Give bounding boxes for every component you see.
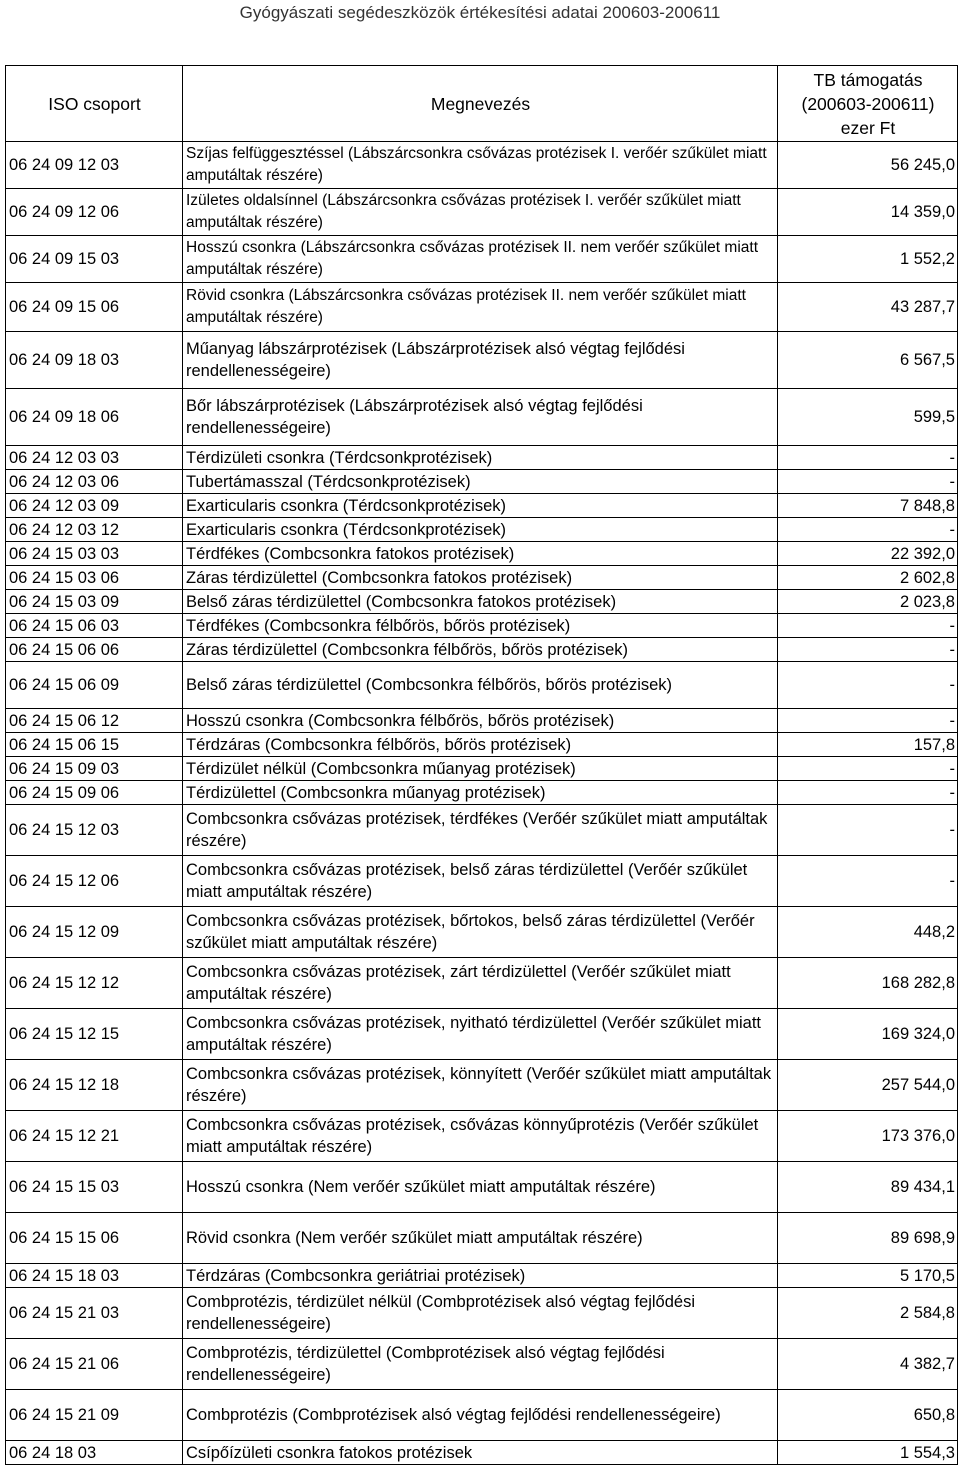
value-cell: - xyxy=(778,662,958,709)
table-row xyxy=(6,142,958,189)
iso-code-cell: 06 24 15 12 09 xyxy=(6,907,183,958)
table-header-row xyxy=(6,66,958,142)
iso-code-cell: 06 24 15 03 09 xyxy=(6,590,183,614)
value-cell: - xyxy=(778,446,958,470)
table-row xyxy=(6,542,958,566)
iso-code-cell: 06 24 15 21 03 xyxy=(6,1288,183,1339)
value-cell: 169 324,0 xyxy=(778,1009,958,1060)
value-cell: - xyxy=(778,805,958,856)
table-row xyxy=(6,470,958,494)
value-cell: 2 584,8 xyxy=(778,1288,958,1339)
table-row xyxy=(6,494,958,518)
value-cell: 2 602,8 xyxy=(778,566,958,590)
table-row xyxy=(6,389,958,446)
iso-code-cell: 06 24 15 15 06 xyxy=(6,1213,183,1264)
iso-code-cell: 06 24 12 03 03 xyxy=(6,446,183,470)
table-row xyxy=(6,958,958,1009)
value-cell: - xyxy=(778,518,958,542)
header-value-line1: TB támogatás xyxy=(813,69,923,90)
iso-code-cell: 06 24 09 12 06 xyxy=(6,189,183,236)
description-cell: Hosszú csonkra (Nem verőér szűkület miatt amputáltak részére) xyxy=(183,1162,778,1213)
table-row xyxy=(6,614,958,638)
iso-code-cell: 06 24 15 06 15 xyxy=(6,733,183,757)
description-cell: Térdizülettel (Combcsonkra műanyag protézisek) xyxy=(183,781,778,805)
table-row xyxy=(6,236,958,283)
table-row xyxy=(6,189,958,236)
description-cell: Térdfékes (Combcsonkra félbőrös, bőrös protézisek) xyxy=(183,614,778,638)
value-cell: - xyxy=(778,709,958,733)
table-row xyxy=(6,566,958,590)
description-cell: Combprotézis, térdizület nélkül (Combprotézisek alsó végtag fejlődési rendellenességeire) xyxy=(183,1288,778,1339)
value-cell: 6 567,5 xyxy=(778,332,958,389)
table-row xyxy=(6,590,958,614)
value-cell: - xyxy=(778,781,958,805)
iso-code-cell: 06 24 09 18 03 xyxy=(6,332,183,389)
table-row xyxy=(6,283,958,332)
description-cell: Rövid csonkra (Lábszárcsonkra csővázas protézisek II. nem verőér szűkület miatt amputáltak részére) xyxy=(183,283,778,332)
table-row xyxy=(6,805,958,856)
description-cell: Combcsonkra csővázas protézisek, bőrtokos, belső záras térdizülettel (Verőér szűkület miatt amputáltak részére) xyxy=(183,907,778,958)
iso-code-cell: 06 24 15 06 12 xyxy=(6,709,183,733)
table-row xyxy=(6,1111,958,1162)
table-row xyxy=(6,332,958,389)
description-cell: Térdzáras (Combcsonkra geriátriai protézisek) xyxy=(183,1264,778,1288)
value-cell: 4 382,7 xyxy=(778,1339,958,1390)
page-title: Gyógyászati segédeszközök értékesítési adatai 200603-200611 xyxy=(239,3,721,22)
description-cell: Tubertámasszal (Térdcsonkprotézisek) xyxy=(183,470,778,494)
iso-code-cell: 06 24 12 03 06 xyxy=(6,470,183,494)
table-row xyxy=(6,1288,958,1339)
header-value-line3: ezer Ft xyxy=(840,117,896,138)
description-cell: Combcsonkra csővázas protézisek, könnyített (Verőér szűkület miatt amputáltak részére) xyxy=(183,1060,778,1111)
table-row xyxy=(6,1009,958,1060)
sales-table xyxy=(5,65,958,1465)
header-name: Megnevezés xyxy=(183,66,778,142)
iso-code-cell: 06 24 15 03 06 xyxy=(6,566,183,590)
iso-code-cell: 06 24 15 06 03 xyxy=(6,614,183,638)
value-cell: 22 392,0 xyxy=(778,542,958,566)
value-cell: 89 434,1 xyxy=(778,1162,958,1213)
value-cell: 5 170,5 xyxy=(778,1264,958,1288)
value-cell: 599,5 xyxy=(778,389,958,446)
table-row xyxy=(6,518,958,542)
table-body xyxy=(6,142,958,1465)
table-row xyxy=(6,856,958,907)
description-cell: Exarticularis csonkra (Térdcsonkprotézisek) xyxy=(183,494,778,518)
value-cell: - xyxy=(778,757,958,781)
header-value-line2: (200603-200611) xyxy=(801,93,935,114)
value-cell: 157,8 xyxy=(778,733,958,757)
description-cell: Belső záras térdizülettel (Combcsonkra fatokos protézisek) xyxy=(183,590,778,614)
iso-code-cell: 06 24 15 03 03 xyxy=(6,542,183,566)
description-cell: Térdfékes (Combcsonkra fatokos protézisek) xyxy=(183,542,778,566)
iso-code-cell: 06 24 09 12 03 xyxy=(6,142,183,189)
iso-code-cell: 06 24 15 06 09 xyxy=(6,662,183,709)
iso-code-cell: 06 24 18 03 xyxy=(6,1441,183,1465)
iso-code-cell: 06 24 15 06 06 xyxy=(6,638,183,662)
value-cell: 14 359,0 xyxy=(778,189,958,236)
description-cell: Rövid csonkra (Nem verőér szűkület miatt amputáltak részére) xyxy=(183,1213,778,1264)
description-cell: Csípőízületi csonkra fatokos protézisek xyxy=(183,1441,778,1465)
value-cell: 1 552,2 xyxy=(778,236,958,283)
iso-code-cell: 06 24 15 21 06 xyxy=(6,1339,183,1390)
table-row xyxy=(6,757,958,781)
value-cell: - xyxy=(778,614,958,638)
table-row xyxy=(6,1162,958,1213)
iso-code-cell: 06 24 15 12 18 xyxy=(6,1060,183,1111)
table-row xyxy=(6,907,958,958)
description-cell: Combprotézis (Combprotézisek alsó végtag fejlődési rendellenességeire) xyxy=(183,1390,778,1441)
description-cell: Combcsonkra csővázas protézisek, belső záras térdizülettel (Verőér szűkület miatt amputáltak részére) xyxy=(183,856,778,907)
description-cell: Műanyag lábszárprotézisek (Lábszárprotézisek alsó végtag fejlődési rendellenességeire) xyxy=(183,332,778,389)
iso-code-cell: 06 24 15 21 09 xyxy=(6,1390,183,1441)
iso-code-cell: 06 24 15 09 06 xyxy=(6,781,183,805)
description-cell: Hosszú csonkra (Lábszárcsonkra csővázas protézisek II. nem verőér szűkület miatt amputáltak részére) xyxy=(183,236,778,283)
description-cell: Combprotézis, térdizülettel (Combprotézisek alsó végtag fejlődési rendellenességeire) xyxy=(183,1339,778,1390)
value-cell: - xyxy=(778,856,958,907)
description-cell: Combcsonkra csővázas protézisek, térdfékes (Verőér szűkület miatt amputáltak részére) xyxy=(183,805,778,856)
header-iso-group: ISO csoport xyxy=(6,66,183,142)
table-row xyxy=(6,1060,958,1111)
value-cell: 1 554,3 xyxy=(778,1441,958,1465)
iso-code-cell: 06 24 15 18 03 xyxy=(6,1264,183,1288)
value-cell: 168 282,8 xyxy=(778,958,958,1009)
description-cell: Térdizületi csonkra (Térdcsonkprotézisek) xyxy=(183,446,778,470)
value-cell: 173 376,0 xyxy=(778,1111,958,1162)
description-cell: Hosszú csonkra (Combcsonkra félbőrös, bőrös protézisek) xyxy=(183,709,778,733)
table-row xyxy=(6,1339,958,1390)
description-cell: Izületes oldalsínnel (Lábszárcsonkra csővázas protézisek I. verőér szűkület miatt amputáltak részére) xyxy=(183,189,778,236)
description-cell: Térdzáras (Combcsonkra félbőrös, bőrös protézisek) xyxy=(183,733,778,757)
value-cell: 7 848,8 xyxy=(778,494,958,518)
description-cell: Záras térdizülettel (Combcsonkra fatokos protézisek) xyxy=(183,566,778,590)
table-row xyxy=(6,662,958,709)
value-cell: 89 698,9 xyxy=(778,1213,958,1264)
table-row xyxy=(6,1213,958,1264)
description-cell: Combcsonkra csővázas protézisek, csővázas könnyűprotézis (Verőér szűkület miatt amputáltak részére) xyxy=(183,1111,778,1162)
description-cell: Exarticularis csonkra (Térdcsonkprotézisek) xyxy=(183,518,778,542)
description-cell: Záras térdizülettel (Combcsonkra félbőrös, bőrös protézisek) xyxy=(183,638,778,662)
table-row xyxy=(6,1390,958,1441)
table-row xyxy=(6,1264,958,1288)
table-row xyxy=(6,709,958,733)
iso-code-cell: 06 24 15 15 03 xyxy=(6,1162,183,1213)
iso-code-cell: 06 24 15 12 21 xyxy=(6,1111,183,1162)
table-row xyxy=(6,781,958,805)
iso-code-cell: 06 24 09 15 06 xyxy=(6,283,183,332)
value-cell: - xyxy=(778,470,958,494)
table-row xyxy=(6,1441,958,1465)
description-cell: Bőr lábszárprotézisek (Lábszárprotézisek alsó végtag fejlődési rendellenességeire) xyxy=(183,389,778,446)
description-cell: Combcsonkra csővázas protézisek, nyitható térdizülettel (Verőér szűkület miatt amputáltak részére) xyxy=(183,1009,778,1060)
value-cell: 448,2 xyxy=(778,907,958,958)
table-row xyxy=(6,638,958,662)
description-cell: Szíjas felfüggesztéssel (Lábszárcsonkra csővázas protézisek I. verőér szűkület miatt amputáltak részére) xyxy=(183,142,778,189)
iso-code-cell: 06 24 15 12 03 xyxy=(6,805,183,856)
value-cell: 56 245,0 xyxy=(778,142,958,189)
iso-code-cell: 06 24 15 12 06 xyxy=(6,856,183,907)
value-cell: 257 544,0 xyxy=(778,1060,958,1111)
header-value xyxy=(778,66,958,142)
table-row xyxy=(6,733,958,757)
iso-code-cell: 06 24 15 12 15 xyxy=(6,1009,183,1060)
iso-code-cell: 06 24 12 03 09 xyxy=(6,494,183,518)
iso-code-cell: 06 24 12 03 12 xyxy=(6,518,183,542)
iso-code-cell: 06 24 15 12 12 xyxy=(6,958,183,1009)
value-cell: 650,8 xyxy=(778,1390,958,1441)
iso-code-cell: 06 24 09 15 03 xyxy=(6,236,183,283)
value-cell: 2 023,8 xyxy=(778,590,958,614)
iso-code-cell: 06 24 09 18 06 xyxy=(6,389,183,446)
description-cell: Combcsonkra csővázas protézisek, zárt térdizülettel (Verőér szűkület miatt amputáltak részére) xyxy=(183,958,778,1009)
description-cell: Térdizület nélkül (Combcsonkra műanyag protézisek) xyxy=(183,757,778,781)
value-cell: - xyxy=(778,638,958,662)
table-row xyxy=(6,446,958,470)
description-cell: Belső záras térdizülettel (Combcsonkra félbőrös, bőrös protézisek) xyxy=(183,662,778,709)
value-cell: 43 287,7 xyxy=(778,283,958,332)
iso-code-cell: 06 24 15 09 03 xyxy=(6,757,183,781)
